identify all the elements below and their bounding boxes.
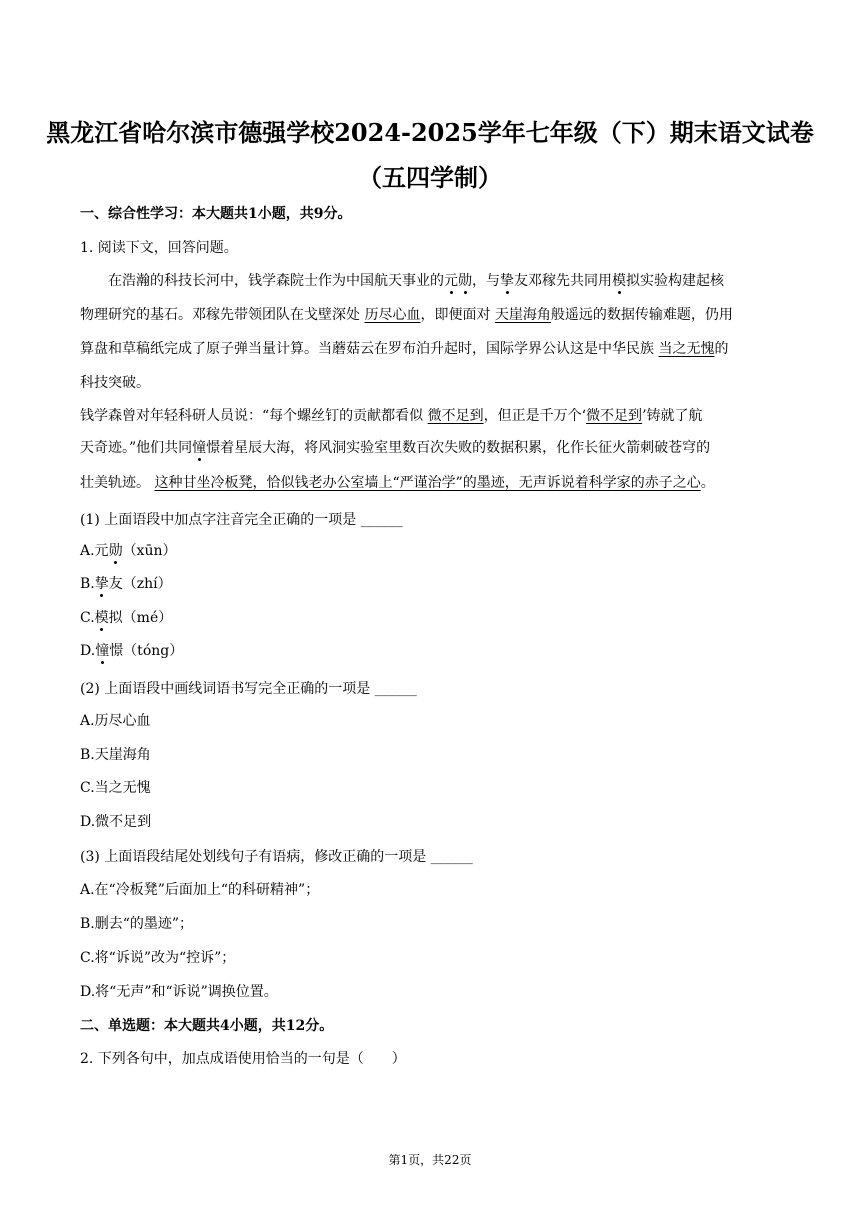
underlined-sentence: 这种甘坐冷板凳，恰似钱老办公室墙上“严谨治学”的墨迹，无声诉说着科学家的赤子之心 [154, 475, 701, 491]
page-number: 第1页，共22页 [388, 1153, 472, 1167]
option-1c[interactable]: C.模拟（mé） [80, 610, 173, 626]
option-2c[interactable]: C.当之无愧 [80, 780, 151, 796]
option-1d[interactable]: D.憧憬（tóng） [80, 643, 184, 659]
section-2-heading: 二、单选题：本大题共4小题，共12分。 [80, 1018, 334, 1034]
question-2-stem: 2. 下列各句中，加点成语使用恰当的一句是（ ） [80, 1051, 406, 1067]
sub-question-2-stem: (2) 上面语段中画线词语书写完全正确的一项是 ______ [80, 681, 417, 697]
sub-question-1-stem: (1) 上面语段中加点字注音完全正确的一项是 ______ [80, 512, 403, 528]
option-3c[interactable]: C.将“诉说”改为“控诉”； [80, 950, 236, 966]
dotted-char-zhi: 挚 [500, 273, 514, 289]
underlined-word-2: 天崖海角 [494, 307, 551, 323]
underlined-word-1: 历尽心血 [364, 307, 421, 323]
passage-line-5: 钱学森曾对年轻科研人员说：“每个螺丝钉的贡献都看似 微不足到，但正是千万个‘微不足到’铸就了航 [80, 408, 703, 424]
dotted-char-mo: 模 [612, 273, 626, 289]
question-1-stem: 1. 阅读下文，回答问题。 [80, 240, 238, 256]
option-3a[interactable]: A.在“冷板凳”后面加上“的科研精神”； [80, 882, 320, 898]
option-1a[interactable]: A.元勋（xūn） [80, 543, 177, 559]
passage-line-6: 天奇迹。”他们共同憧憬着星辰大海，将风洞实验室里数百次失败的数据积累，化作长征火箭刺破苍穹的 [80, 440, 711, 456]
passage-line-2: 物理研究的基石。邓稼先带领团队在戈壁深处 历尽心血，即便面对 天崖海角般遥远的数据传输难题，仍用 [80, 307, 733, 323]
option-1b[interactable]: B.挚友（zhí） [80, 576, 172, 592]
underlined-word-3: 当之无愧 [658, 341, 715, 357]
underlined-word-4: 微不足到 [427, 408, 484, 424]
exam-title: 黑龙江省哈尔滨市德强学校2024-2025学年七年级（下）期末语文试卷 [46, 118, 814, 147]
option-2a[interactable]: A.历尽心血 [80, 713, 151, 729]
passage-line-3: 算盘和草稿纸完成了原子弹当量计算。当蘑菇云在罗布泊升起时，国际学界公认这是中华民族 当之无愧的 [80, 341, 729, 357]
dotted-char-yuan: 元 [444, 273, 458, 289]
section-1-heading: 一、综合性学习：本大题共1小题，共9分。 [80, 206, 352, 222]
sub-question-3-stem: (3) 上面语段结尾处划线句子有语病，修改正确的一项是 ______ [80, 849, 473, 865]
option-2d[interactable]: D.微不足到 [80, 814, 152, 830]
option-3d[interactable]: D.将“无声”和“诉说”调换位置。 [80, 984, 278, 1000]
exam-subtitle: （五四学制） [358, 163, 502, 192]
option-2b[interactable]: B.天崖海角 [80, 747, 151, 763]
dotted-char-xun: 勋 [458, 273, 472, 289]
option-3b[interactable]: B.删去“的墨迹”； [80, 916, 194, 932]
passage-line-4: 科技突破。 [80, 375, 150, 391]
dotted-char-chong: 憧 [192, 440, 207, 456]
passage-line-1: 在浩瀚的科技长河中，钱学森院士作为中国航天事业的元勋，与挚友邓稼先共同用模拟实验构建起核 [108, 273, 724, 289]
underlined-word-5: 微不足到 [586, 408, 643, 424]
passage-line-7: 壮美轨迹。 这种甘坐冷板凳，恰似钱老办公室墙上“严谨治学”的墨迹，无声诉说着科学家的赤子之心。 [80, 475, 715, 491]
